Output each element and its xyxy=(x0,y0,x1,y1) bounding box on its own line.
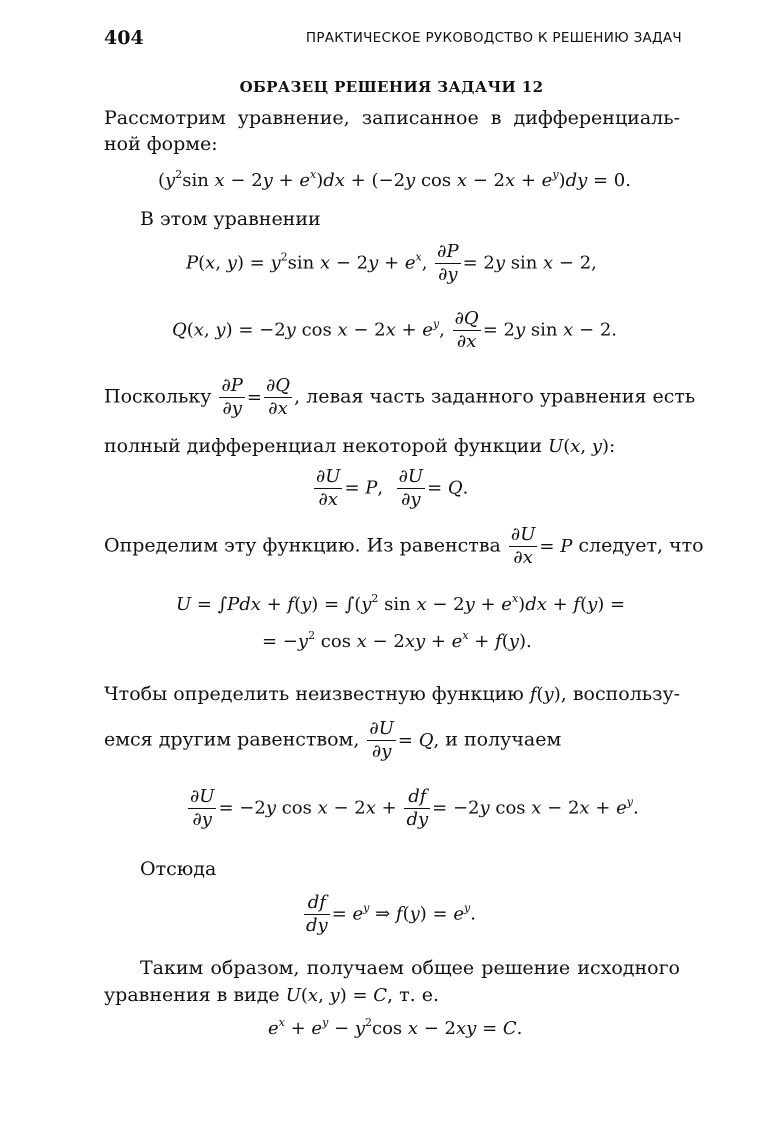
paragraph-9-start: уравнения в виде xyxy=(104,984,280,1006)
paragraph-3: Поскольку $\frac{\partial P}{\partial y}$ = $\frac{\partial Q}{\partial x}$ , левая часть заданного уравнения есть xyxy=(104,375,696,419)
paragraph-7-end: и получаем xyxy=(445,728,562,751)
paragraph-3-end: , левая часть заданного уравнения есть xyxy=(294,385,696,408)
paragraph-2: В этом уравнении xyxy=(140,208,321,230)
paragraph-1-line-1: Рассмотрим уравнение, записанное в дифференциаль- xyxy=(104,107,680,129)
equation-partial-u: $\frac{\partial U}{\partial x}$ = P, $\frac{\partial U}{\partial y}$ = Q. xyxy=(316,466,469,510)
equation-differential-form: ($y^2\sin$ $x - 2y + e^x)dx + (-2y$ $\cos x - 2x + e^y)dy = 0$. xyxy=(158,168,631,191)
paragraph-9-line-2: уравнения в виде U(x, y) = C, т. е. xyxy=(104,984,439,1006)
paragraph-7: емся другим равенством, $\frac{\partial U}{\partial y}$ = Q, и получаем xyxy=(104,718,562,762)
paragraph-4: полный дифференциал некоторой функции U(x, y): xyxy=(104,435,616,457)
equation-general-solution: $e^x + e^y - y^2\cos$ x − 2xy = C. xyxy=(268,1016,523,1039)
equation-integral: $U = \int Pdx + f(y) = \int(y^2$ $\sin x - 2y + e^x)dx + f(y)$ = xyxy=(176,592,626,615)
paragraph-6-start: Чтобы определить неизвестную функцию xyxy=(104,683,524,705)
equation-p-definition: P(x, $y) = y^2\sin$ $x - 2y + e^x$, $\frac{\partial P}{\partial y}$ = 2y sin x − 2, xyxy=(186,241,597,285)
equation-df-dy: $\frac{df}{dy}$ = $e^y$ ⇒ $f(y) = e^y$. xyxy=(306,892,476,936)
paragraph-6: Чтобы определить неизвестную функцию f(y), воспользу- xyxy=(104,683,681,705)
paragraph-7-start: емся другим равенством, xyxy=(104,728,360,751)
paragraph-5: Определим эту функцию. Из равенства $\frac{\partial U}{\partial x}$ = P следует, что xyxy=(104,524,704,568)
paragraph-5-end: следует, что xyxy=(578,534,704,557)
running-header: ПРАКТИЧЕСКОЕ РУКОВОДСТВО К РЕШЕНИЮ ЗАДАЧ xyxy=(305,30,682,46)
paragraph-1-line-2: ной форме: xyxy=(104,133,218,155)
paragraph-6-end: , воспользу- xyxy=(560,683,681,705)
equation-q-definition: Q(x, y) = −2y $\cos x - 2x + e^y$, $\frac{\partial Q}{\partial x}$ = 2y sin x − 2. xyxy=(172,308,618,352)
paragraph-3-start: Поскольку xyxy=(104,385,212,408)
equation-du-dy: $\frac{\partial U}{\partial y}$ = −2y cos x − 2x + $\frac{df}{dy}$ = −2y $\cos x - 2x + e^y$. xyxy=(190,786,639,830)
paragraph-9-line-1: Таким образом, получаем общее решение исходного xyxy=(140,957,680,979)
paragraph-8: Отсюда xyxy=(140,858,217,880)
paragraph-9-end: , т. е. xyxy=(387,984,439,1006)
paragraph-4-text: полный дифференциал некоторой функции xyxy=(104,435,543,457)
section-title: ОБРАЗЕЦ РЕШЕНИЯ ЗАДАЧИ 12 xyxy=(239,78,544,96)
equation-integral-result: = $-y^2$ $\cos x - 2xy + e^x + f(y)$. xyxy=(262,629,532,652)
page-number: 404 xyxy=(104,27,144,49)
paragraph-5-start: Определим эту функцию. Из равенства xyxy=(104,534,501,557)
